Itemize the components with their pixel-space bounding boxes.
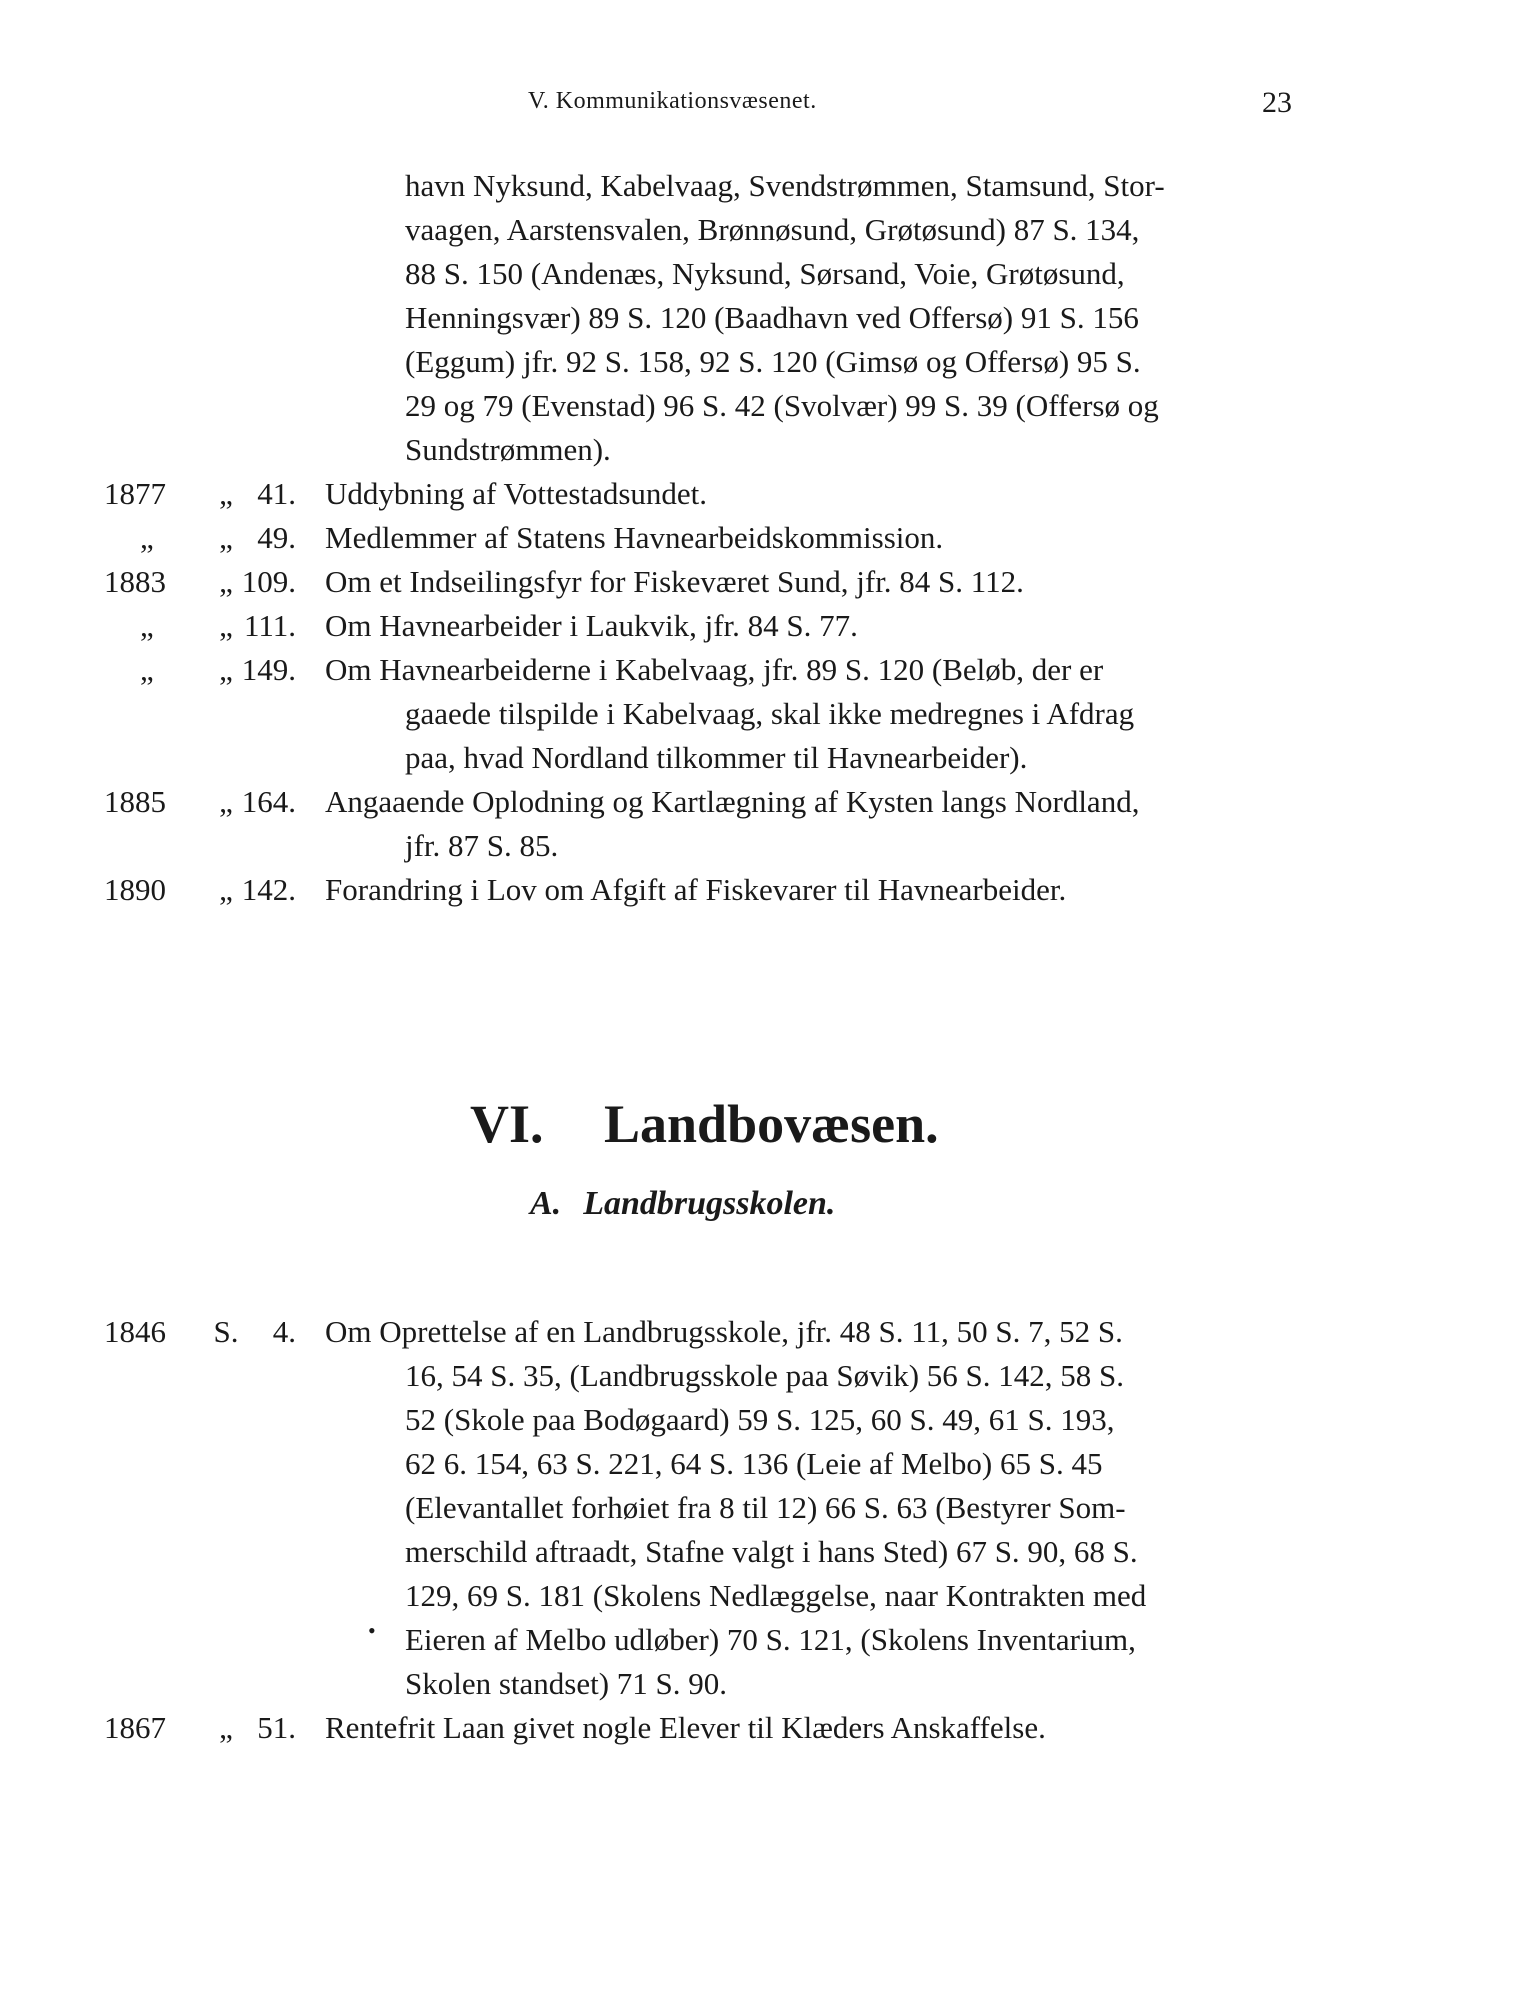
entry-number: 149. bbox=[241, 652, 296, 687]
entry-year: 1867 bbox=[104, 1710, 166, 1745]
entry-number: 111. bbox=[244, 608, 296, 643]
subsection-title: Landbrugsskolen. bbox=[583, 1185, 836, 1222]
running-header-title: V. Kommunikationsvæsenet. bbox=[528, 88, 817, 114]
entry-number: 164. bbox=[241, 784, 296, 819]
continuation-line: vaagen, Aarstensvalen, Brønnøsund, Grøtøsund) 87 S. 134, bbox=[405, 212, 1140, 247]
entry-year: 1885 bbox=[104, 784, 166, 819]
entry-year: „ bbox=[140, 608, 154, 643]
entry-text-continuation: 16, 54 S. 35, (Landbrugsskole paa Søvik) 56 S. 142, 58 S. bbox=[405, 1358, 1125, 1393]
entry-year: 1877 bbox=[104, 476, 166, 511]
entry-text-continuation: (Elevantallet forhøiet fra 8 til 12) 66 S. 63 (Bestyrer Som- bbox=[405, 1490, 1126, 1525]
section-heading bbox=[0, 1093, 1536, 1163]
bullet-mark: • bbox=[368, 1618, 376, 1643]
section-vi-entries bbox=[0, 1310, 1536, 1750]
entry-text-continuation: gaaede tilspilde i Kabelvaag, skal ikke medregnes i Afdrag bbox=[405, 696, 1135, 731]
page-number: 23 bbox=[1262, 86, 1292, 119]
entry-text-continuation: Eieren af Melbo udløber) 70 S. 121, (Skolens Inventarium, bbox=[405, 1622, 1136, 1657]
index-entry bbox=[0, 516, 1536, 560]
entry-year: 1883 bbox=[104, 564, 166, 599]
continuation-line: 88 S. 150 (Andenæs, Nyksund, Sørsand, Voie, Grøtøsund, bbox=[405, 256, 1125, 291]
entry-text: Om Oprettelse af en Landbrugsskole, jfr. 48 S. 11, 50 S. 7, 52 S. bbox=[325, 1314, 1123, 1349]
entry-number: 109. bbox=[241, 564, 296, 599]
entry-text: Angaaende Oplodning og Kartlægning af Kysten langs Nordland, bbox=[325, 784, 1140, 819]
continuation-line: Henningsvær) 89 S. 120 (Baadhavn ved Offersø) 91 S. 156 bbox=[405, 300, 1139, 335]
entry-text-continuation: 52 (Skole paa Bodøgaard) 59 S. 125, 60 S. 49, 61 S. 193, bbox=[405, 1402, 1115, 1437]
subsection-letter: A. bbox=[530, 1185, 562, 1222]
entry-text-continuation: paa, hvad Nordland tilkommer til Havnearbeider). bbox=[405, 740, 1028, 775]
entry-text: Om Havnearbeiderne i Kabelvaag, jfr. 89 S. 120 (Beløb, der er bbox=[325, 652, 1104, 687]
section-numeral: VI. bbox=[470, 1094, 544, 1154]
subsection-heading bbox=[530, 1185, 835, 1223]
index-entry bbox=[0, 560, 1536, 604]
entry-number: 142. bbox=[241, 872, 296, 907]
continuation-line: (Eggum) jfr. 92 S. 158, 92 S. 120 (Gimsø og Offersø) 95 S. bbox=[405, 344, 1141, 379]
entry-text: Rentefrit Laan givet nogle Elever til Klæders Anskaffelse. bbox=[325, 1710, 1046, 1745]
entry-text-continuation: 129, 69 S. 181 (Skolens Nedlæggelse, naar Kontrakten med bbox=[405, 1578, 1147, 1613]
entry-year: „ bbox=[140, 520, 154, 555]
entry-ditto: „ bbox=[219, 520, 233, 555]
entry-text: Forandring i Lov om Afgift af Fiskevarer til Havnearbeider. bbox=[325, 872, 1067, 907]
entry-text: Om et Indseilingsfyr for Fiskeværet Sund, jfr. 84 S. 112. bbox=[325, 564, 1024, 599]
entry-text: Om Havnearbeider i Laukvik, jfr. 84 S. 77. bbox=[325, 608, 858, 643]
entry-text-continuation: Skolen standset) 71 S. 90. bbox=[405, 1666, 728, 1701]
entry-ditto: „ bbox=[219, 872, 233, 907]
section-v-entries bbox=[0, 164, 1536, 912]
index-entry bbox=[0, 604, 1536, 648]
entry-ditto: „ bbox=[219, 476, 233, 511]
entry-volume-prefix: S. bbox=[213, 1314, 239, 1349]
continuation-line: Sundstrømmen). bbox=[405, 432, 611, 467]
entry-number: 51. bbox=[257, 1710, 296, 1745]
entry-text: Medlemmer af Statens Havnearbeidskommission. bbox=[325, 520, 944, 555]
entry-text-continuation: merschild aftraadt, Stafne valgt i hans Sted) 67 S. 90, 68 S. bbox=[405, 1534, 1138, 1569]
entry-year: „ bbox=[140, 652, 154, 687]
entry-text: Uddybning af Vottestadsundet. bbox=[325, 476, 708, 511]
entry-number: 41. bbox=[257, 476, 296, 511]
section-title: Landbovæsen. bbox=[604, 1094, 939, 1154]
index-entry bbox=[0, 868, 1536, 912]
page-header bbox=[0, 88, 1536, 128]
entry-text-continuation: 62 6. 154, 63 S. 221, 64 S. 136 (Leie af Melbo) 65 S. 45 bbox=[405, 1446, 1103, 1481]
entry-year: 1846 bbox=[104, 1314, 166, 1349]
entry-text-continuation: jfr. 87 S. 85. bbox=[405, 828, 559, 863]
entry-ditto: „ bbox=[219, 608, 233, 643]
entry-ditto: „ bbox=[219, 784, 233, 819]
entry-year: 1890 bbox=[104, 872, 166, 907]
continuation-line: havn Nyksund, Kabelvaag, Svendstrømmen, Stamsund, Stor- bbox=[405, 168, 1165, 203]
index-entry bbox=[0, 648, 1536, 780]
entry-number: 4. bbox=[272, 1314, 296, 1349]
index-entry bbox=[0, 780, 1536, 868]
continuation-line: 29 og 79 (Evenstad) 96 S. 42 (Svolvær) 99 S. 39 (Offersø og bbox=[405, 388, 1159, 423]
index-entry bbox=[0, 1310, 1536, 1706]
entry-number: 49. bbox=[257, 520, 296, 555]
continuation-block bbox=[0, 164, 1536, 472]
entry-ditto: „ bbox=[219, 652, 233, 687]
entry-ditto: „ bbox=[219, 1710, 233, 1745]
index-entry bbox=[0, 472, 1536, 516]
index-entry bbox=[0, 1706, 1536, 1750]
entry-ditto: „ bbox=[219, 564, 233, 599]
